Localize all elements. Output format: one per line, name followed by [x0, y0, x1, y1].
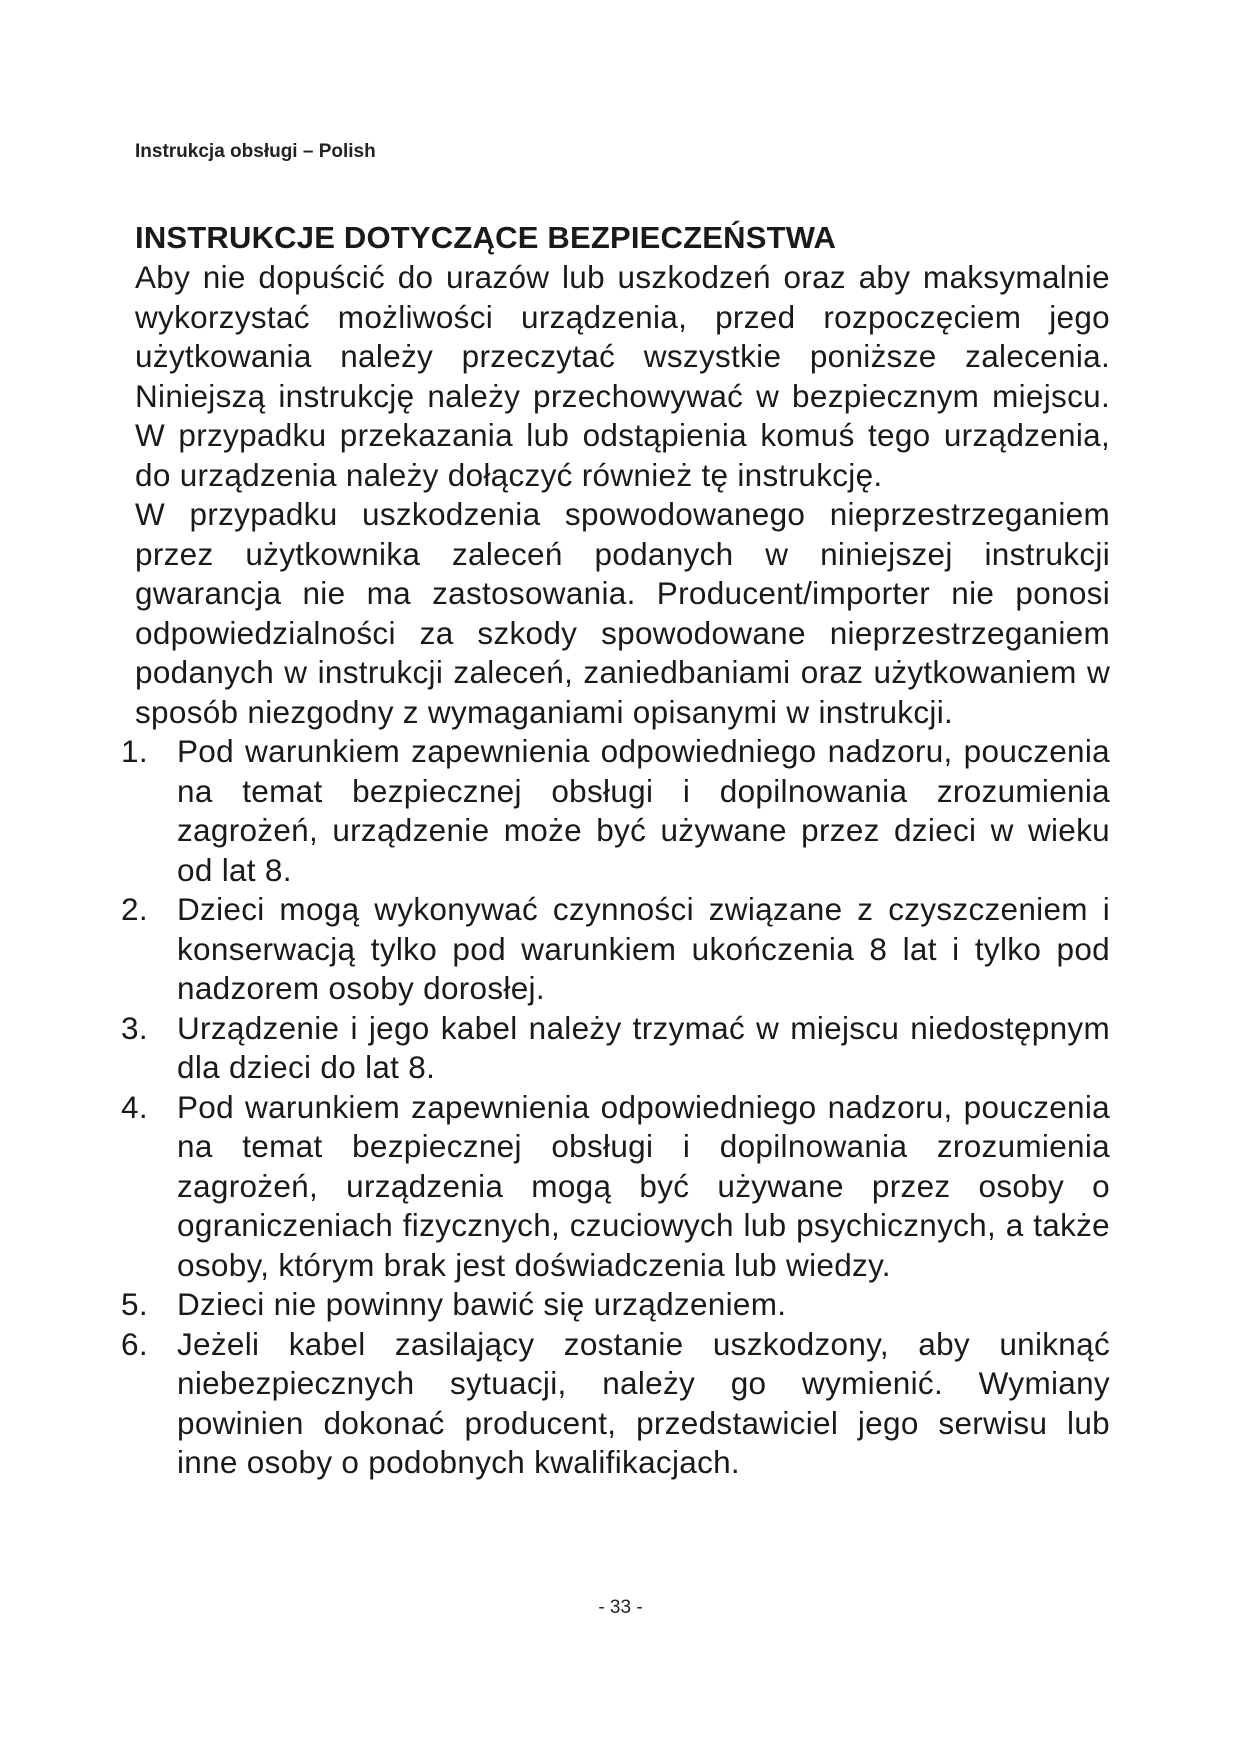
list-item-number: 5.: [121, 1286, 148, 1322]
list-item: [121, 1009, 1110, 1088]
list-item-text: Urządzenie i jego kabel należy trzymać w miejscu niedostępnym dla dzieci do lat 8.: [177, 1009, 1110, 1085]
list-item-number: 1.: [121, 733, 148, 769]
list-item-text: Pod warunkiem zapewnienia odpowiedniego nadzoru, pouczenia na temat bezpiecznej obsługi i dopilnowania zrozumienia zagrożeń, urządzenia mogą być używane przez osoby o ograniczeniach fizycznych, czuciowych lub psychicznych, a także osoby, którym brak jest doświadczenia lub wiedzy.: [177, 1088, 1110, 1283]
page-number: - 33 -: [598, 1597, 643, 1618]
safety-section: [121, 218, 1110, 1483]
intro-paragraph-2: W przypadku uszkodzenia spowodowanego nieprzestrzeganiem przez użytkownika zaleceń podanych w niniejszej instrukcji gwarancja nie ma zastosowania. Producent/importer nie ponosi odpowiedzialności za szkody spowodowane nieprzestrzeganiem podanych w instrukcji zaleceń, zaniedbaniami oraz użytkowaniem w sposób niezgodny z wymaganiami opisanymi w instrukcji.: [135, 496, 1110, 730]
list-item-text: Dzieci mogą wykonywać czynności związane z czyszczeniem i konserwacją tylko pod warunkiem ukończenia 8 lat i tylko pod nadzorem osoby dorosłej.: [177, 891, 1110, 1006]
running-header: Instrukcja obsługi – Polish: [135, 141, 376, 162]
list-item-number: 3.: [121, 1009, 148, 1046]
list-item: [121, 732, 1110, 890]
list-item-text: Dzieci nie powinny bawić się urządzeniem.: [177, 1286, 787, 1322]
list-item-number: 6.: [121, 1325, 148, 1362]
list-item-number: 4.: [121, 1088, 148, 1125]
list-item-text: Jeżeli kabel zasilający zostanie uszkodzony, aby uniknąć niebezpiecznych sytuacji, należy go wymienić. Wymiany powinien dokonać producent, przedstawiciel jego serwisu lub inne osoby o podobnych kwalifikacjach.: [177, 1325, 1110, 1480]
list-item: [121, 1088, 1110, 1286]
list-item: [121, 1325, 1110, 1483]
list-item: [121, 1285, 1110, 1325]
section-title: INSTRUKCJE DOTYCZĄCE BEZPIECZEŃSTWA: [135, 220, 837, 255]
list-item: [121, 890, 1110, 1009]
intro-paragraph-1: Aby nie dopuścić do urazów lub uszkodzeń oraz aby maksymalnie wykorzystać możliwości urządzenia, przed rozpoczęciem jego użytkowania należy przeczytać wszystkie poniższe zalecenia. Niniejszą instrukcję należy przechowywać w bezpiecznym miejscu. W przypadku przekazania lub odstąpienia komuś tego urządzenia, do urządzenia należy dołączyć również tę instrukcję.: [135, 259, 1110, 493]
list-item-text: Pod warunkiem zapewnienia odpowiedniego nadzoru, pouczenia na temat bezpiecznej obsługi i dopilnowania zrozumienia zagrożeń, urządzenie może być używane przez dzieci w wieku od lat 8.: [177, 733, 1110, 888]
list-item-number: 2.: [121, 891, 148, 927]
safety-list: [121, 732, 1110, 1483]
